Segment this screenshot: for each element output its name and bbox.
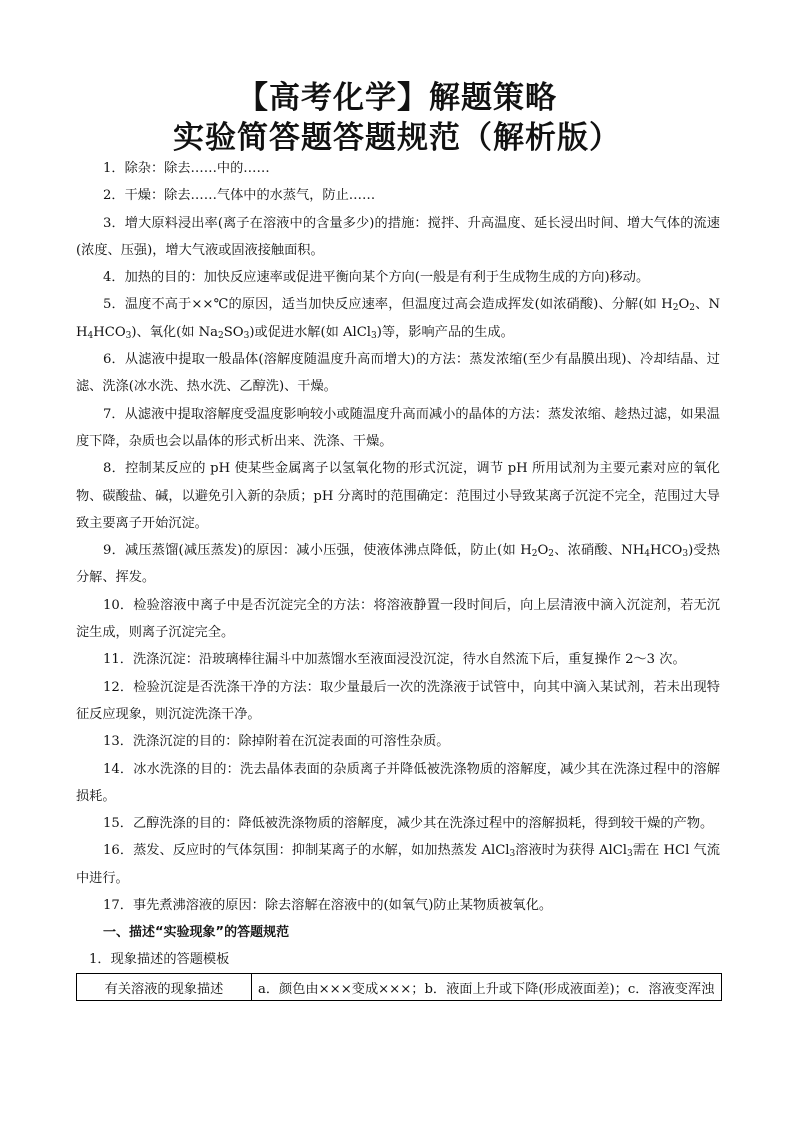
list-item-6: 6．从滤液中提取一般晶体(溶解度随温度升高而增大)的方法：蒸发浓缩(至少有晶膜出现)、冷却结晶、过滤、洗涤(冰水洗、热水洗、乙醇洗)、干燥。 <box>76 352 720 395</box>
list-item-16: 16．蒸发、反应时的气体氛围：抑制某离子的水解，如加热蒸发 AlCl$_3$溶液时为获得 AlCl$_3$需在 HCl 气流中进行。 <box>76 843 720 886</box>
document-subtitle: 实验简答题答题规范（解析版） <box>173 120 621 156</box>
list-item-10: 10．检验溶液中离子中是否沉淀完全的方法：将溶液静置一段时间后，向上层清液中滴入沉淀剂，若无沉淀生成，则离子沉淀完全。 <box>76 597 720 641</box>
list-item-1: 1．除杂：除去……中的…… <box>103 161 270 176</box>
list-item-11: 11．洗涤沉淀：沿玻璃棒往漏斗中加蒸馏水至液面浸没沉淀，待水自然流下后，重复操作 2～3 次。 <box>103 652 686 668</box>
list-item-13: 13．洗涤沉淀的目的：除掉附着在沉淀表面的可溶性杂质。 <box>103 734 450 750</box>
list-item-12: 12．检验沉淀是否洗涤干净的方法：取少量最后一次的洗涤液于试管中，向其中滴入某试剂，若未出现特征反应现象，则沉淀洗涤干净。 <box>76 679 720 722</box>
table-row <box>77 974 722 1001</box>
template-table <box>76 973 722 1001</box>
list-item-2: 2．干燥：除去……气体中的水蒸气，防止…… <box>103 188 376 204</box>
list-item-8: 8．控制某反应的 pH 使某些金属离子以氢氧化物的形式沉淀，调节 pH 所用试剂为主要元素对应的氧化物、碳酸盐、碱，以避免引入新的杂质；pH 分离时的范围确定：范围过小导致某离子沉淀不完全，范围过大导致主要离子开始沉淀。 <box>76 461 720 531</box>
table-cell-content: a．颜色由×××变成×××；b．液面上升或下降(形成液面差)；c．溶液变浑浊 <box>252 974 722 1001</box>
document-body <box>76 155 720 1001</box>
list-item-17: 17．事先煮沸溶液的原因：除去溶解在溶液中的(如氧气)防止某物质被氧化。 <box>103 898 553 914</box>
list-item-4: 4．加热的目的：加快反应速率或促进平衡向某个方向(一般是有利于生成物生成的方向)移动。 <box>103 270 650 286</box>
list-item-15: 15．乙醇洗涤的目的：降低被洗涤物质的溶解度，减少其在洗涤过程中的溶解损耗，得到较干燥的产物。 <box>103 816 714 832</box>
table-cell-label: 有关溶液的现象描述 <box>77 974 252 1001</box>
list-item-3: 3．增大原料浸出率(离子在溶液中的含量多少)的措施：搅拌、升高温度、延长浸出时间、增大气体的流速(浓度、压强)，增大气液或固液接触面积。 <box>76 215 720 258</box>
list-item-9: 9．减压蒸馏(减压蒸发)的原因：减小压强，使液体沸点降低，防止(如 $H_2O_2$、浓硝酸、$NH_4HCO_3$)受热分解、挥发。 <box>76 543 720 586</box>
section-subheading: 1．现象描述的答题模板 <box>89 952 230 968</box>
list-item-14: 14．冰水洗涤的目的：洗去晶体表面的杂质离子并降低被洗涤物质的溶解度，减少其在洗涤过程中的溶解损耗。 <box>76 761 720 804</box>
list-item-7: 7．从滤液中提取溶解度受温度影响较小或随温度升高而减小的晶体的方法：蒸发浓缩、趁热过滤，如果温度下降，杂质也会以晶体的形式析出来、洗涤、干燥。 <box>76 406 720 449</box>
list-item-5: 5．温度不高于××℃的原因，适当加快反应速率，但温度过高会造成挥发(如浓硝酸)、分解(如 $H_2O_2$、$NH_4HCO_3$)、氧化(如 $Na_2SO_3$)或促进水解(如 AlCl$_3$)等，影响产品的生成。 <box>76 297 720 341</box>
document-title: 【高考化学】解题策略 <box>237 80 557 116</box>
section-heading: 一、描述“实验现象”的答题规范 <box>103 925 290 941</box>
